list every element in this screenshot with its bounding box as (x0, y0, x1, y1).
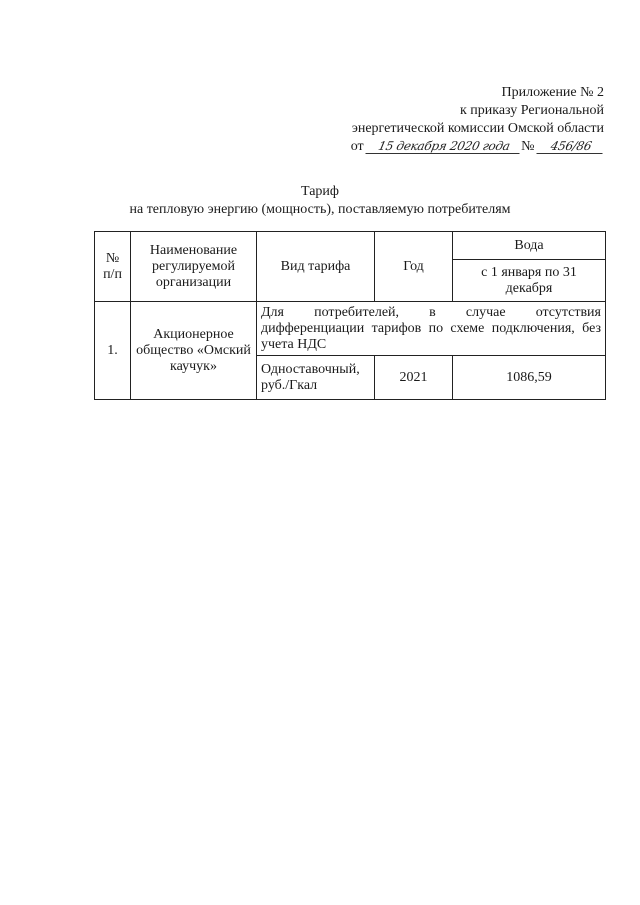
appendix-date-number-line (351, 138, 604, 156)
appendix-commission-line: энергетической комиссии Омской области (351, 121, 604, 136)
title-main: Тариф (301, 184, 339, 199)
handwritten-number: 456/86 (536, 139, 605, 154)
row-value: 1086,59 (453, 356, 606, 400)
table-row (95, 302, 606, 356)
appendix-header (351, 84, 604, 156)
header-num: № п/п (95, 232, 131, 302)
document-title (0, 183, 640, 219)
number-label: № (521, 139, 535, 154)
from-label: от (350, 139, 364, 154)
header-organization: Наименование регулируемой организации (131, 232, 257, 302)
handwritten-date: 15 декабря 2020 года (366, 139, 523, 154)
row-tariff-type: Одноставочный, руб./Гкал (257, 356, 375, 400)
appendix-order-line: к приказу Региональной (459, 103, 604, 118)
header-tariff-type: Вид тарифа (257, 232, 375, 302)
header-water: Вода (453, 232, 606, 260)
header-year: Год (375, 232, 453, 302)
row-num: 1. (95, 302, 131, 400)
appendix-title: Приложение № 2 (501, 85, 604, 100)
header-period: с 1 января по 31 декабря (453, 260, 606, 302)
row-condition: Для потребителей, в случае отсутствия дифференциации тарифов по схеме подключения, без учета НДС (257, 302, 606, 356)
tariff-table (94, 231, 606, 400)
row-organization: Акционерное общество «Омский каучук» (131, 302, 257, 400)
title-subtitle: на тепловую энергию (мощность), поставляемую потребителям (129, 202, 511, 217)
row-year: 2021 (375, 356, 453, 400)
